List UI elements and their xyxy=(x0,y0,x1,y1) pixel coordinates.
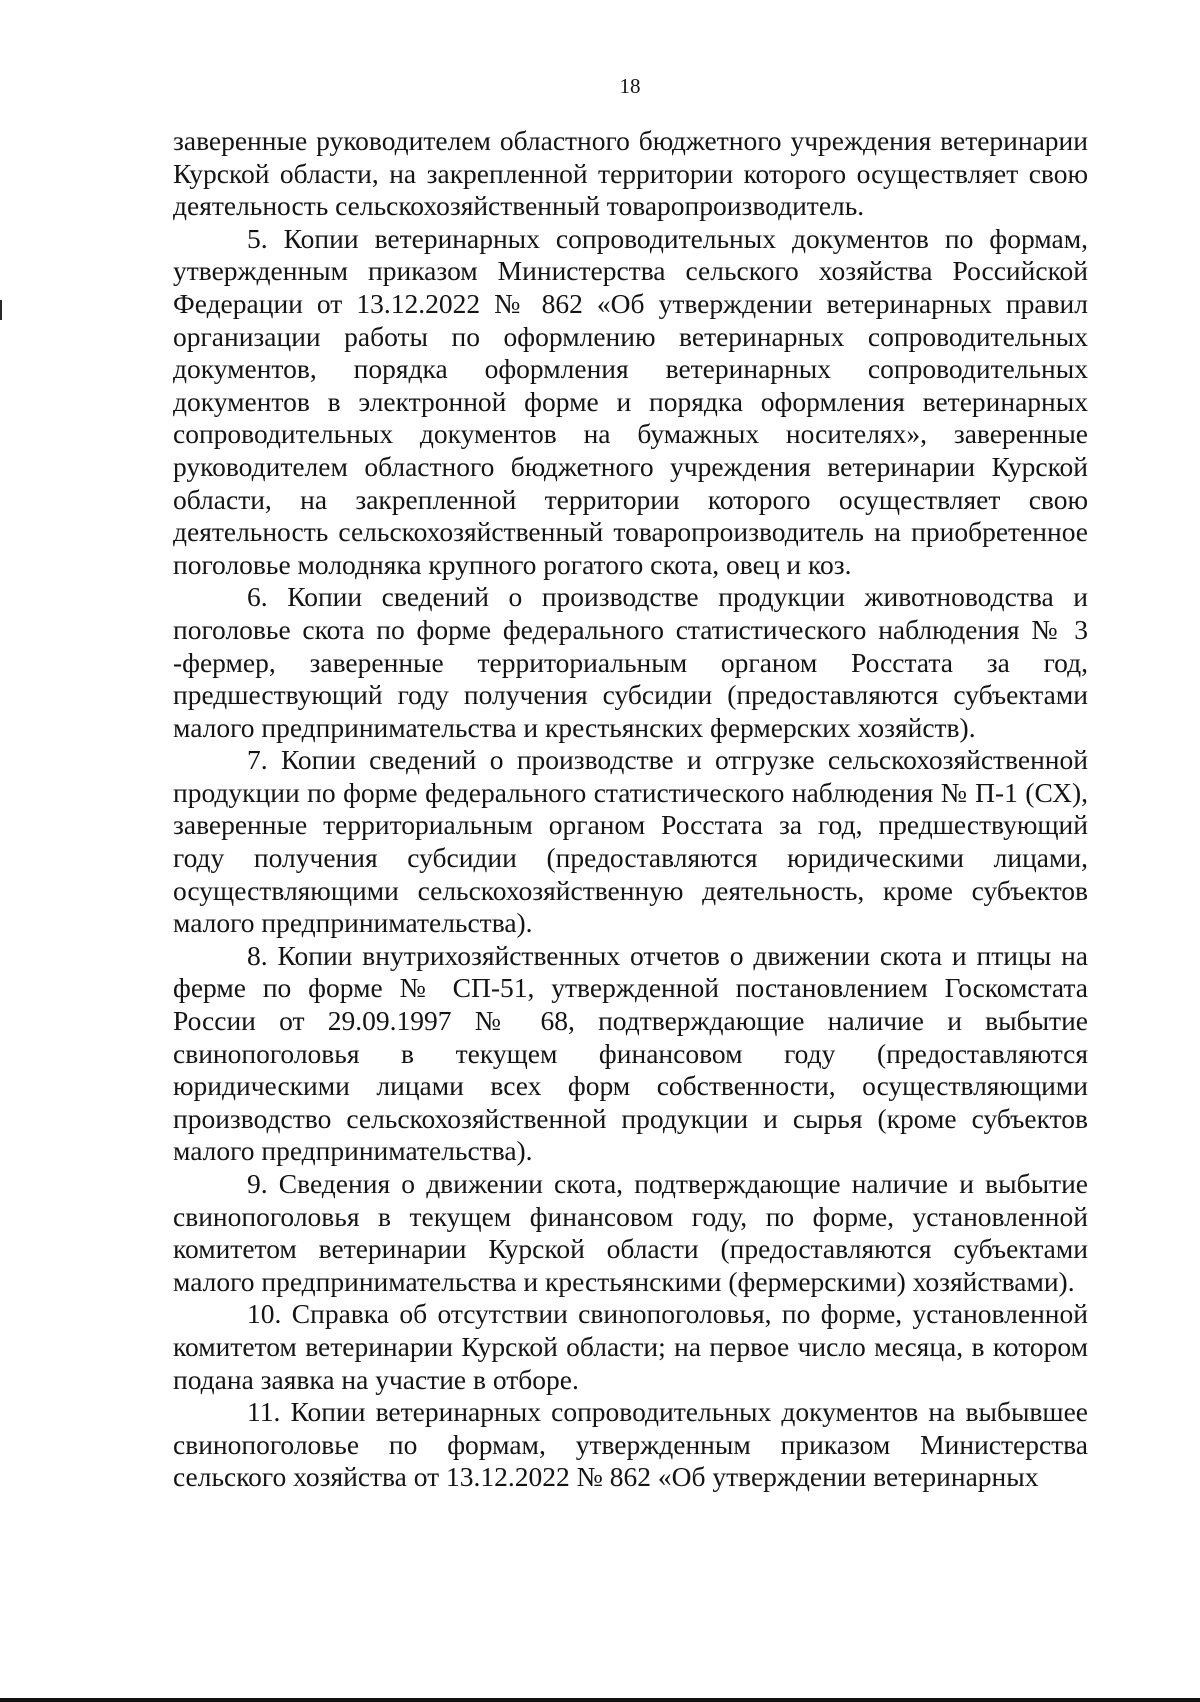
paragraph-item-5: 5. Копии ветеринарных сопроводительных документов по формам, утвержденным приказом Министерства сельского хозяйства Российской Федерации от 13.12.2022 № 862 «Об утверждении ветеринарных правил организации работы по оформлению ветеринарных сопроводительных документов, порядка оформления ветеринарных сопроводительных документов в электронной форме и порядка оформления ветеринарных сопроводительных документов на бумажных носителях», заверенные руководителем областного бюджетного учреждения ветеринарии Курской области, на закрепленной территории которого осуществляет свою деятельность сельскохозяйственный товаропроизводитель на приобретенное поголовье молодняка крупного рогатого скота, овец и коз. xyxy=(173,222,1088,580)
paragraph-continuation: заверенные руководителем областного бюджетного учреждения ветеринарии Курской области, на закрепленной территории которого осуществляет свою деятельность сельскохозяйственный товаропроизводитель. xyxy=(173,125,1088,222)
paragraph-item-11: 11. Копии ветеринарных сопроводительных документов на выбывшее свинопоголовье по формам, утвержденным приказом Министерства сельского хозяйства от 13.12.2022 № 862 «Об утверждении ветеринарных xyxy=(173,1396,1088,1493)
paragraph-item-9: 9. Сведения о движении скота, подтверждающие наличие и выбытие свинопоголовья в текущем финансовом году, по форме, установленной комитетом ветеринарии Курской области (предоставляются субъектами малого предпринимательства и крестьянскими (фермерскими) хозяйствами). xyxy=(173,1168,1088,1297)
paragraph-item-8: 8. Копии внутрихозяйственных отчетов о движении скота и птицы на ферме по форме № СП-51, утвержденной постановлением Госкомстата России от 29.09.1997 № 68, подтверждающие наличие и выбытие свинопоголовья в текущем финансовом году (предоставляются юридическими лицами всех форм собственности, осуществляющими производство сельскохозяйственной продукции и сырья (кроме субъектов малого предпринимательства). xyxy=(173,939,1088,1167)
scan-edge-mark xyxy=(0,300,2,320)
paragraph-item-10: 10. Справка об отсутствии свинопоголовья, по форме, установленной комитетом ветеринарии Курской области; на первое число месяца, в котором подана заявка на участие в отборе. xyxy=(173,1298,1088,1395)
paragraph-item-7: 7. Копии сведений о производстве и отгрузке сельскохозяйственной продукции по форме федерального статистического наблюдения № П-1 (СХ), заверенные территориальным органом Росстата за год, предшествующий году получения субсидии (предоставляются юридическими лицами, осуществляющими сельскохозяйственную деятельность, кроме субъектов малого предпринимательства). xyxy=(173,744,1088,939)
page-number: 18 xyxy=(619,74,641,98)
document-body xyxy=(173,125,1088,1494)
paragraph-item-6: 6. Копии сведений о производстве продукции животноводства и поголовье скота по форме федерального статистического наблюдения № 3 -фермер, заверенные территориальным органом Росстата за год, предшествующий году получения субсидии (предоставляются субъектами малого предпринимательства и крестьянских фермерских хозяйств). xyxy=(173,581,1088,743)
scan-bottom-edge xyxy=(0,1698,1200,1702)
